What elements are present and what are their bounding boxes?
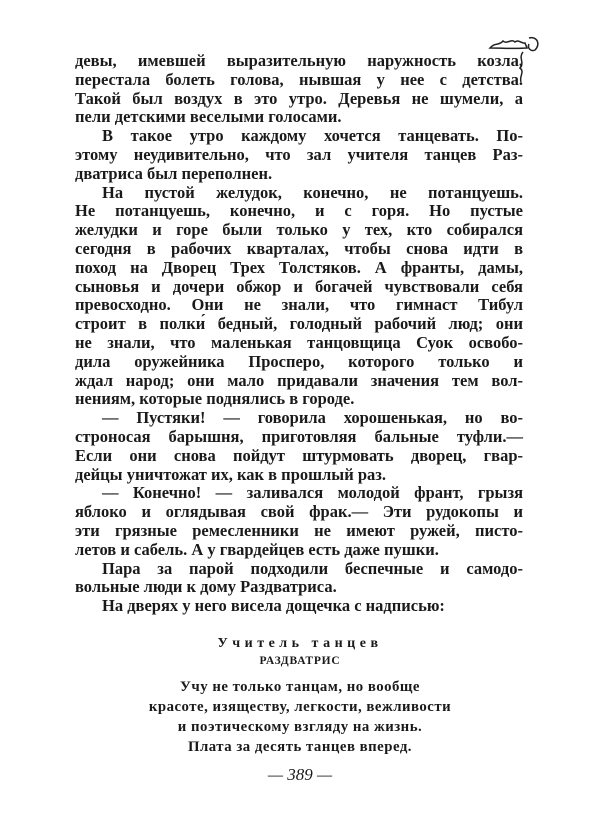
text-line: — Конечно! — заливался молодой франт, грызя <box>102 483 523 503</box>
text-line: сегодня в рабочих кварталах, чтобы снова идти в <box>75 238 523 258</box>
text-line: нениям, которые поднялись в городе. <box>75 389 355 409</box>
sign-title: Учитель танцев <box>217 636 383 651</box>
text-line: поход на Дворец Трех Толстяков. А франты, дамы, <box>75 257 523 277</box>
text-line: Если они снова пойдут штурмовать дворец, гвар- <box>75 445 523 465</box>
text-line: не знали, что маленькая танцовщица Суок освобо- <box>75 332 523 352</box>
text-line: дила оружейника Просперо, которого только и <box>75 351 523 371</box>
text-line: — Пустяки! — говорила хорошенькая, но во- <box>102 408 523 428</box>
text-line: летов и сабель. А у гвардейцев есть даже пушки. <box>75 539 439 559</box>
text-line: Такой был воздух в это утро. Деревья не шумели, а <box>75 88 523 108</box>
text-line: дейцы уничтожат их, как в прошлый раз. <box>75 464 387 484</box>
text-line: На пустой желудок, конечно, не потанцуешь. <box>102 182 523 202</box>
text-line: строит в полки́ бедный, голодный рабочий люд; они <box>75 314 523 334</box>
text-line: Не потанцуешь, конечно, и с горя. Но пустые <box>75 201 523 221</box>
text-line: строносая барышня, приготовляя бальные туфли.— <box>75 426 523 446</box>
text-line: девы, имевшей выразительную наружность козла, <box>75 51 523 70</box>
text-line: дватриса был переполнен. <box>75 163 273 183</box>
sign-line: и поэтическому взгляду на жизнь. <box>177 719 423 735</box>
text-line: перестала болеть голова, нывшая у нее с детства. <box>75 69 523 89</box>
text-line: Пара за парой подходили беспечные и самодо- <box>102 558 523 578</box>
text-line: яблоко и оглядывая свой фрак.— Эти рудокопы и <box>75 502 523 522</box>
text-line: этому неудивительно, что зал учителя танцев Раз- <box>75 144 523 164</box>
text-line: ждал народ; они мало придавали значения тем вол- <box>75 370 523 390</box>
text-line: вольные люди к дому Раздватриса. <box>75 577 337 597</box>
page-number: — 389 — <box>267 765 333 784</box>
text-line: желудки и горе были только у тех, кто собирался <box>75 220 523 240</box>
sign-body <box>80 677 520 757</box>
sign-line: Плата за десять танцев вперед. <box>187 739 413 755</box>
sign-line: красоте, изяществу, легкости, вежливости <box>148 699 452 715</box>
text-line: сыновья и дочери обжор и богачей чувствовали себя <box>75 276 523 296</box>
text-line: В такое утро каждому хочется танцевать. По- <box>102 126 523 146</box>
body-text <box>75 52 523 616</box>
sign-line: Учу не только танцам, но вообще <box>180 679 420 695</box>
text-line: пели детскими веселыми голосами. <box>75 107 342 127</box>
text-line: эти грязные ремесленники не имеют ружей, писто- <box>75 520 523 540</box>
sign-name: РАЗДВАТРИС <box>259 655 341 667</box>
text-line: На дверях у него висела дощечка с надписью: <box>102 596 445 616</box>
text-line: превосходно. Они не знали, что гимнаст Тибул <box>75 295 523 315</box>
